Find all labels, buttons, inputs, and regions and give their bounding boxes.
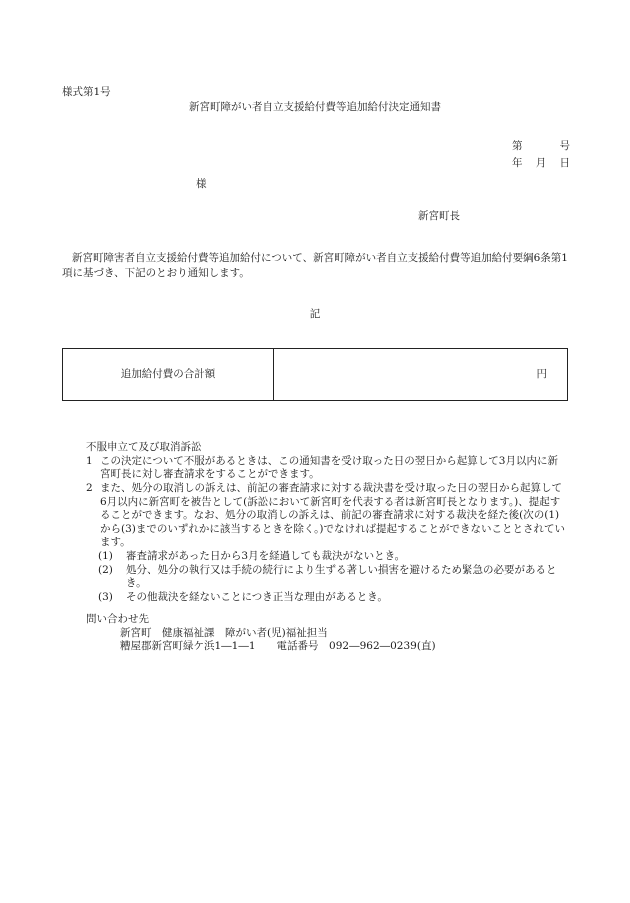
number-prefix: 第 bbox=[512, 140, 523, 152]
appeal-item-number: 1 bbox=[86, 454, 93, 467]
issuer: 新宮町長 bbox=[418, 210, 460, 222]
notice-body: 新宮町障害者自立支援給付費等追加給付について、新宮町障がい者自立支援給付費等追加給付要綱6条第1項に基づき、下記のとおり通知します。 bbox=[62, 252, 568, 280]
document-number bbox=[512, 140, 570, 154]
ki-mark: 記 bbox=[309, 308, 321, 320]
issue-date bbox=[512, 157, 570, 171]
sub-item-text: 処分、処分の執行又は手続の続行により生ずる著しい損害を避けるため緊急の必要があるとき。 bbox=[126, 563, 557, 590]
appeal-sub-item bbox=[86, 591, 568, 605]
document-title: 新宮町障がい者自立支援給付費等追加給付決定通知書 bbox=[189, 101, 441, 113]
appeal-item-number: 2 bbox=[86, 481, 93, 494]
appeal-item-text: この決定について不服があるときは、この通知書を受け取った日の翌日から起算して3月以内に新宮町長に対し審査請求をすることができます。 bbox=[100, 454, 558, 481]
amount-value-cell bbox=[274, 349, 567, 400]
date-day: 日 bbox=[559, 157, 570, 169]
contact-address-phone: 糟屋郡新宮町緑ケ浜1―1―1 電話番号 092―962―0239(直) bbox=[120, 640, 436, 653]
amount-unit: 円 bbox=[536, 367, 547, 380]
sub-item-number: (1) bbox=[98, 550, 113, 563]
sub-item-number: (3) bbox=[98, 591, 113, 604]
appeal-item bbox=[86, 482, 568, 550]
amount-table bbox=[62, 348, 568, 401]
appeal-heading: 不服申立て及び取消訴訟 bbox=[86, 441, 202, 453]
contact-section bbox=[86, 613, 436, 654]
sub-item-text: その他裁決を経ないことにつき正当な理由があるとき。 bbox=[126, 591, 388, 604]
form-number: 様式第1号 bbox=[62, 86, 111, 98]
sub-item-text: 審査請求があった日から3月を経過しても裁決がないとき。 bbox=[126, 550, 406, 563]
contact-department: 新宮町 健康福祉課 障がい者(児)福祉担当 bbox=[120, 626, 328, 639]
recipient-honorific: 様 bbox=[196, 178, 207, 190]
date-year: 年 bbox=[512, 157, 523, 169]
contact-heading: 問い合わせ先 bbox=[86, 613, 149, 625]
sub-item-number: (2) bbox=[98, 563, 113, 576]
appeal-item-text: また、処分の取消しの訴えは、前記の審査請求に対する裁決書を受け取った日の翌日から起算して6月以内に新宮町を被告として(訴訟において新宮町を代表する者は新宮町長となります。)、提起することができます。なお、処分の取消しの訴えは、前記の審査請求に対する裁決を経た後(次の(1)から(3)までのいずれかに該当するときを除く。)でなければ提起することができないこととされています。 bbox=[100, 481, 566, 549]
date-month: 月 bbox=[535, 157, 547, 169]
appeal-sub-item bbox=[86, 550, 568, 564]
appeal-sub-item bbox=[86, 564, 568, 591]
number-suffix: 号 bbox=[559, 140, 570, 152]
appeal-item bbox=[86, 455, 568, 482]
amount-label: 追加給付費の合計額 bbox=[63, 349, 274, 400]
appeal-section bbox=[86, 441, 568, 605]
